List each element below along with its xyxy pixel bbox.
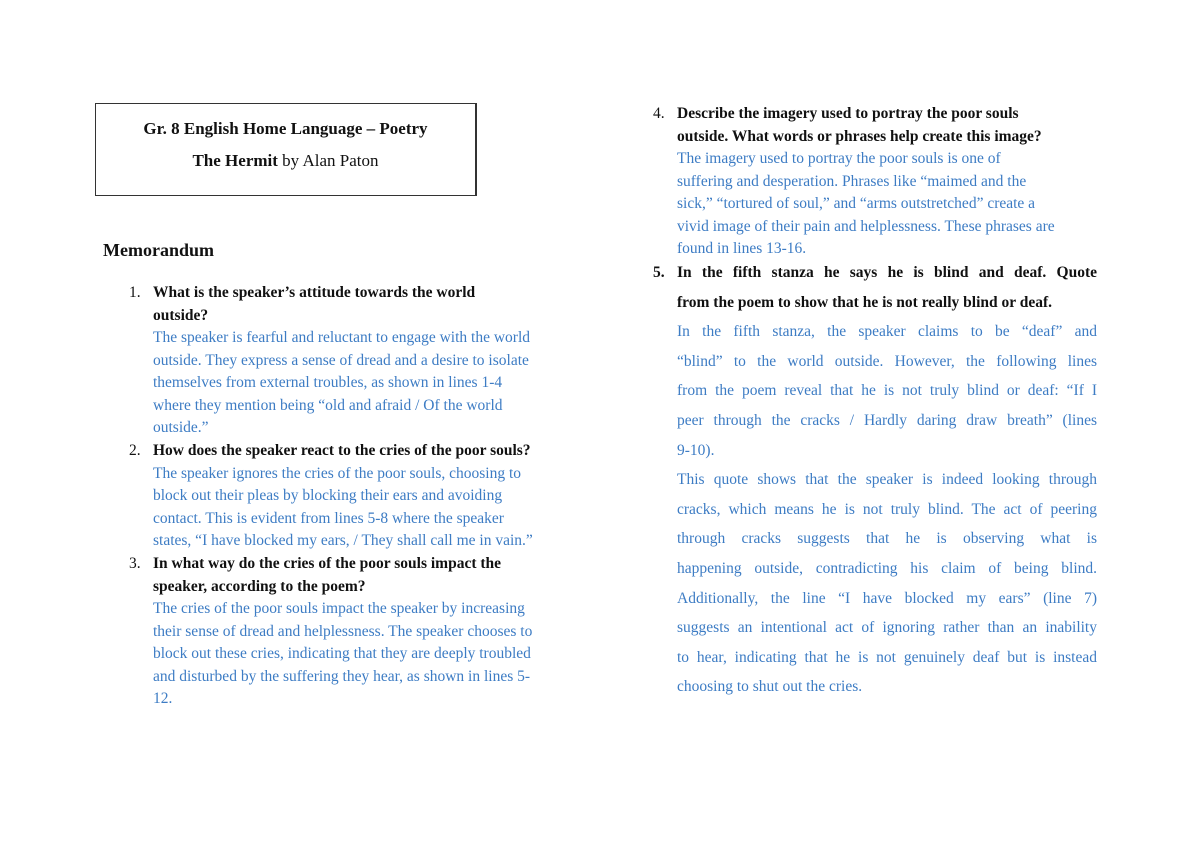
answer-text-line: 12. <box>153 690 173 707</box>
question-3 <box>129 553 583 711</box>
question-text-line: outside. What words or phrases help create this image? <box>677 127 1042 145</box>
poem-author: by Alan Paton <box>277 151 379 170</box>
answer-text-line: outside.” <box>153 419 209 436</box>
answer-text-line: outside. They express a sense of dread and a desire to isolate <box>153 351 529 369</box>
question-2 <box>129 440 583 553</box>
answer-text-line: where they mention being “old and afraid / Of the world <box>153 396 503 414</box>
answer-text-line: happening outside, contradicting his claim of being blind. <box>677 559 1097 577</box>
answer-text-line: block out these cries, indicating that they are deeply troubled <box>153 645 531 662</box>
answer-text-line: contact. This is evident from lines 5-8 where the speaker <box>153 509 504 527</box>
question-text-line: In what way do the cries of the poor souls impact the <box>153 555 502 572</box>
answer-text-line: choosing to shut out the cries. <box>677 678 863 696</box>
answer-text-line: their sense of dread and helplessness. The speaker chooses to <box>153 622 533 640</box>
answer-text-line: Additionally, the line “I have blocked my ears” (line 7) <box>677 589 1097 607</box>
answer-text-line: The speaker ignores the cries of the poor souls, choosing to <box>153 464 522 482</box>
question-5 <box>653 258 1097 702</box>
answer-text-line: states, “I have blocked my ears, / They shall call me in vain.” <box>153 532 533 549</box>
answer-text-line: peer through the cracks / Hardly daring draw breath” (lines <box>677 411 1097 429</box>
answer-text-line: “blind” to the world outside. However, the following lines <box>677 352 1097 370</box>
poem-title: The Hermit <box>192 151 278 170</box>
answer-text-line: The imagery used to portray the poor souls is one of <box>677 150 1001 167</box>
answer-text-line: The speaker is fearful and reluctant to engage with the world <box>153 329 531 346</box>
title-box <box>95 103 477 196</box>
answer-text-line: In the fifth stanza, the speaker claims to be “deaf” and <box>677 323 1097 341</box>
question-number: 1. <box>129 284 141 301</box>
question-text-line: outside? <box>153 306 209 324</box>
answer-text-line: and disturbed by the suffering they hear, as shown in lines 5- <box>153 667 531 685</box>
answer-text-line: vivid image of their pain and helplessness. These phrases are <box>677 217 1055 235</box>
question-number: 4. <box>653 105 665 122</box>
question-text-line: speaker, according to the poem? <box>153 577 366 595</box>
question-number: 5. <box>653 264 665 281</box>
answer-text-line: sick,” “tortured of soul,” and “arms outstretched” create a <box>677 195 1036 212</box>
answer-text-line: 9-10). <box>677 441 715 459</box>
question-1 <box>129 282 583 440</box>
answer-text-line: cracks, which means he is not truly blind. The act of peering <box>677 500 1097 518</box>
document-subtitle <box>96 151 475 171</box>
question-number: 3. <box>129 555 141 572</box>
question-4 <box>653 103 1107 261</box>
answer-text-line: block out their pleas by blocking their ears and avoiding <box>153 487 503 504</box>
answer-text-line: suggests an intentional act of ignoring rather than an inability <box>677 619 1097 637</box>
answer-text-line: suffering and desperation. Phrases like “maimed and the <box>677 172 1027 190</box>
answer-text-line: This quote shows that the speaker is indeed looking through <box>677 471 1097 489</box>
question-text-line: What is the speaker’s attitude towards the world <box>153 284 476 301</box>
answer-text-line: themselves from external troubles, as shown in lines 1-4 <box>153 374 503 391</box>
question-text-line: In the fifth stanza he says he is blind and deaf. Quote <box>677 264 1097 281</box>
question-text-line: Describe the imagery used to portray the poor souls <box>677 105 1019 122</box>
question-text-line: from the poem to show that he is not really blind or deaf. <box>677 293 1053 311</box>
memorandum-heading: Memorandum <box>103 240 214 260</box>
answer-text-line: through cracks suggests that he is observing what is <box>677 530 1097 548</box>
question-number: 2. <box>129 442 141 459</box>
answer-text-line: to hear, indicating that he is not genuinely deaf but is instead <box>677 648 1097 666</box>
question-text-line: How does the speaker react to the cries of the poor souls? <box>153 442 531 459</box>
answer-text-line: found in lines 13-16. <box>677 240 807 257</box>
answer-text-line: from the poem reveal that he is not truly blind or deaf: “If I <box>677 382 1097 400</box>
document-title: Gr. 8 English Home Language – Poetry <box>143 119 428 138</box>
answer-text-line: The cries of the poor souls impact the speaker by increasing <box>153 600 525 617</box>
